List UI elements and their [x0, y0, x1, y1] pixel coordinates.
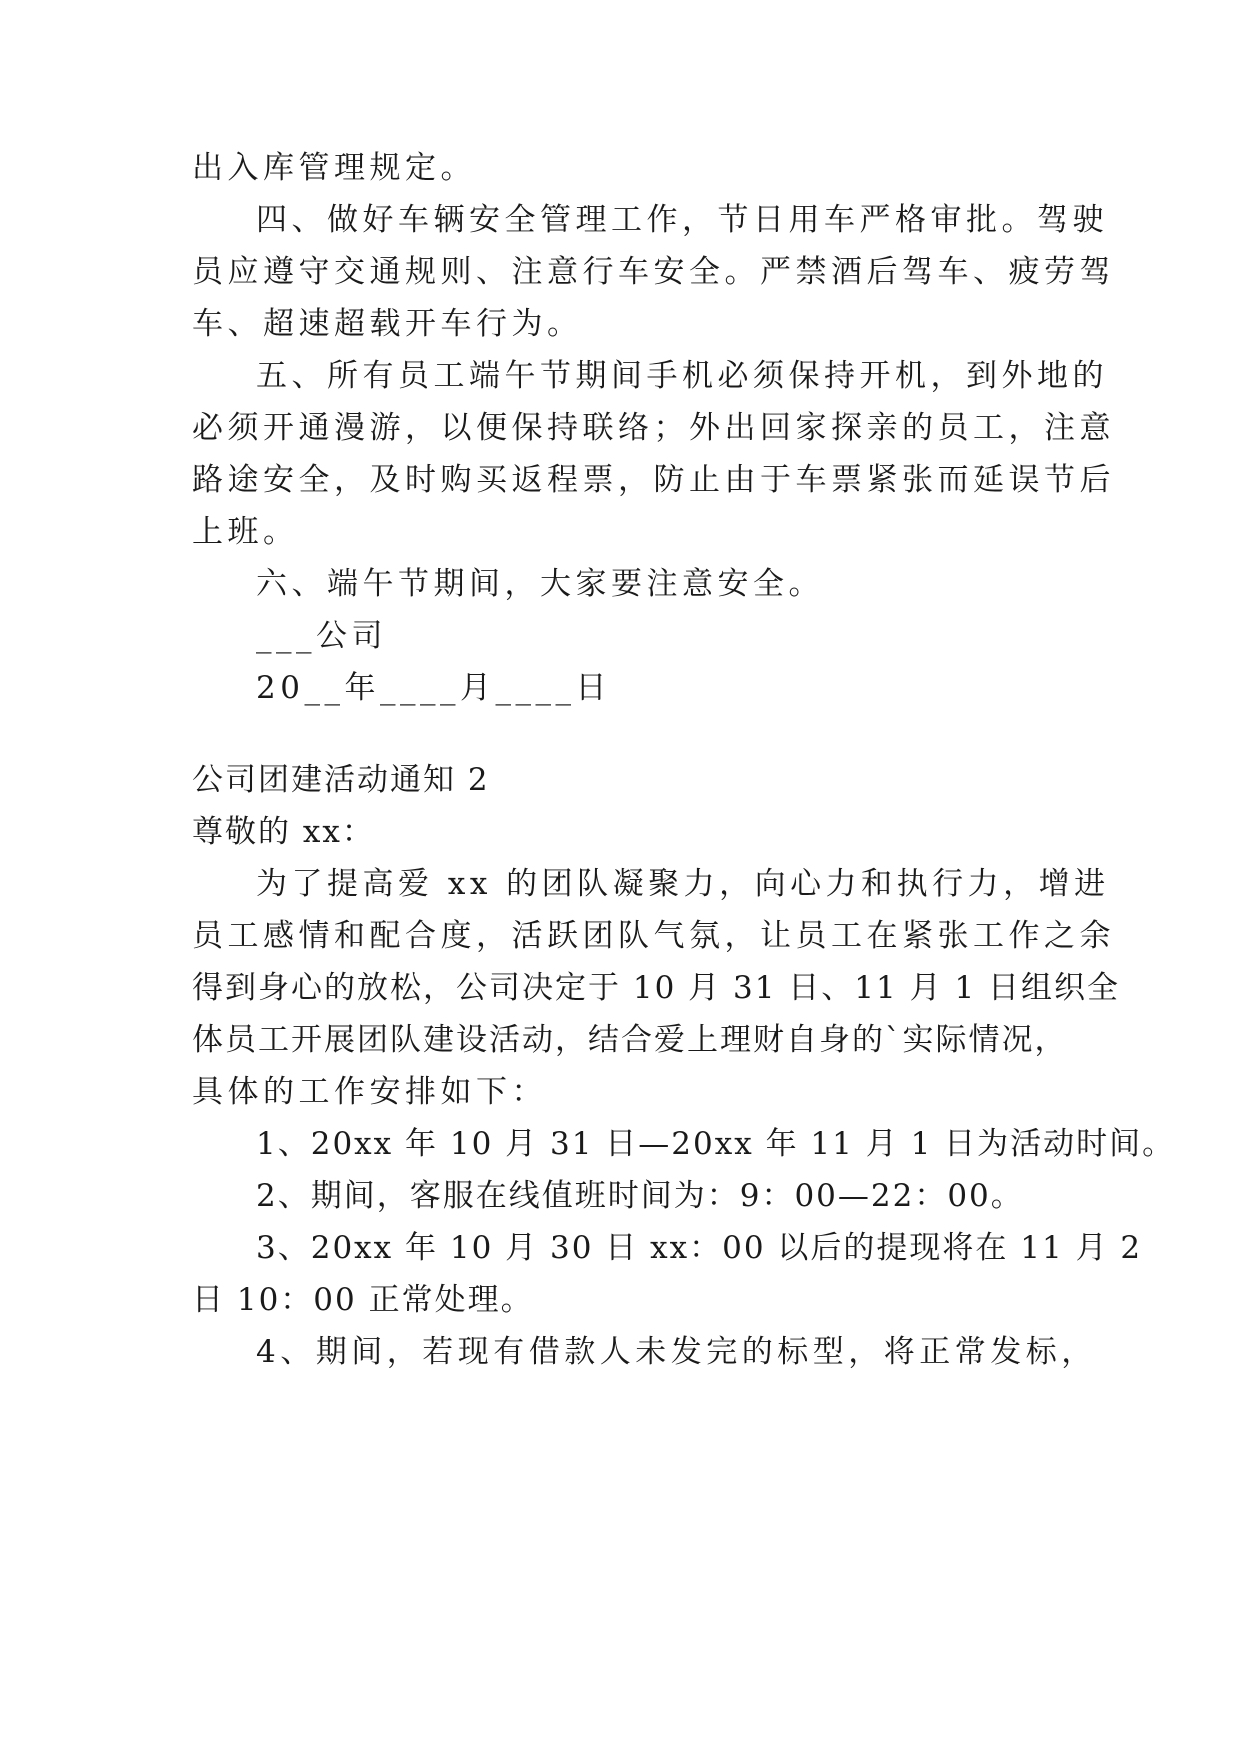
paragraph-line: 上班。 [192, 514, 299, 550]
paragraph-line: 必须开通漫游，以便保持联络；外出回家探亲的员工，注意 [192, 410, 1115, 446]
paragraph-line: 员工感情和配合度，活跃团队气氛，让员工在紧张工作之余 [192, 918, 1115, 954]
paragraph-line: 四、做好车辆安全管理工作，节日用车严格审批。驾驶 [256, 202, 1108, 238]
paragraph-line: 出入库管理规定。 [192, 150, 476, 186]
paragraph-line: 路途安全，及时购买返程票，防止由于车票紧张而延误节后 [192, 462, 1115, 498]
paragraph-line: 车、超速超载开车行为。 [192, 306, 583, 342]
signature-date: 20__年____月____日 [256, 670, 611, 706]
list-item: 4、期间，若现有借款人未发完的标型，将正常发标， [256, 1334, 1097, 1370]
salutation: 尊敬的 xx： [192, 814, 375, 850]
paragraph-line: 六、端午节期间，大家要注意安全。 [256, 566, 824, 602]
list-item: 1、20xx 年 10 月 31 日—20xx 年 11 月 1 日为活动时间。 [256, 1126, 1176, 1162]
list-item: 3、20xx 年 10 月 30 日 xx：00 以后的提现将在 11 月 2 [256, 1230, 1143, 1266]
list-item: 2、期间，客服在线值班时间为：9：00—22：00。 [256, 1178, 1024, 1214]
paragraph-line: 员应遵守交通规则、注意行车安全。严禁酒后驾车、疲劳驾 [192, 254, 1115, 290]
paragraph-line: 为了提高爱 xx 的团队凝聚力，向心力和执行力，增进 [256, 866, 1110, 902]
list-item-continuation: 日 10：00 正常处理。 [192, 1282, 534, 1318]
paragraph-line: 得到身心的放松，公司决定于 10 月 31 日、11 月 1 日组织全 [192, 970, 1121, 1006]
paragraph-line: 具体的工作安排如下： [192, 1074, 547, 1110]
paragraph-line: 五、所有员工端午节期间手机必须保持开机，到外地的 [256, 358, 1108, 394]
signature-company: ___公司 [256, 618, 387, 654]
paragraph-line: 体员工开展团队建设活动，结合爱上理财自身的`实际情况， [192, 1022, 1068, 1058]
section-title: 公司团建活动通知 2 [192, 762, 490, 798]
